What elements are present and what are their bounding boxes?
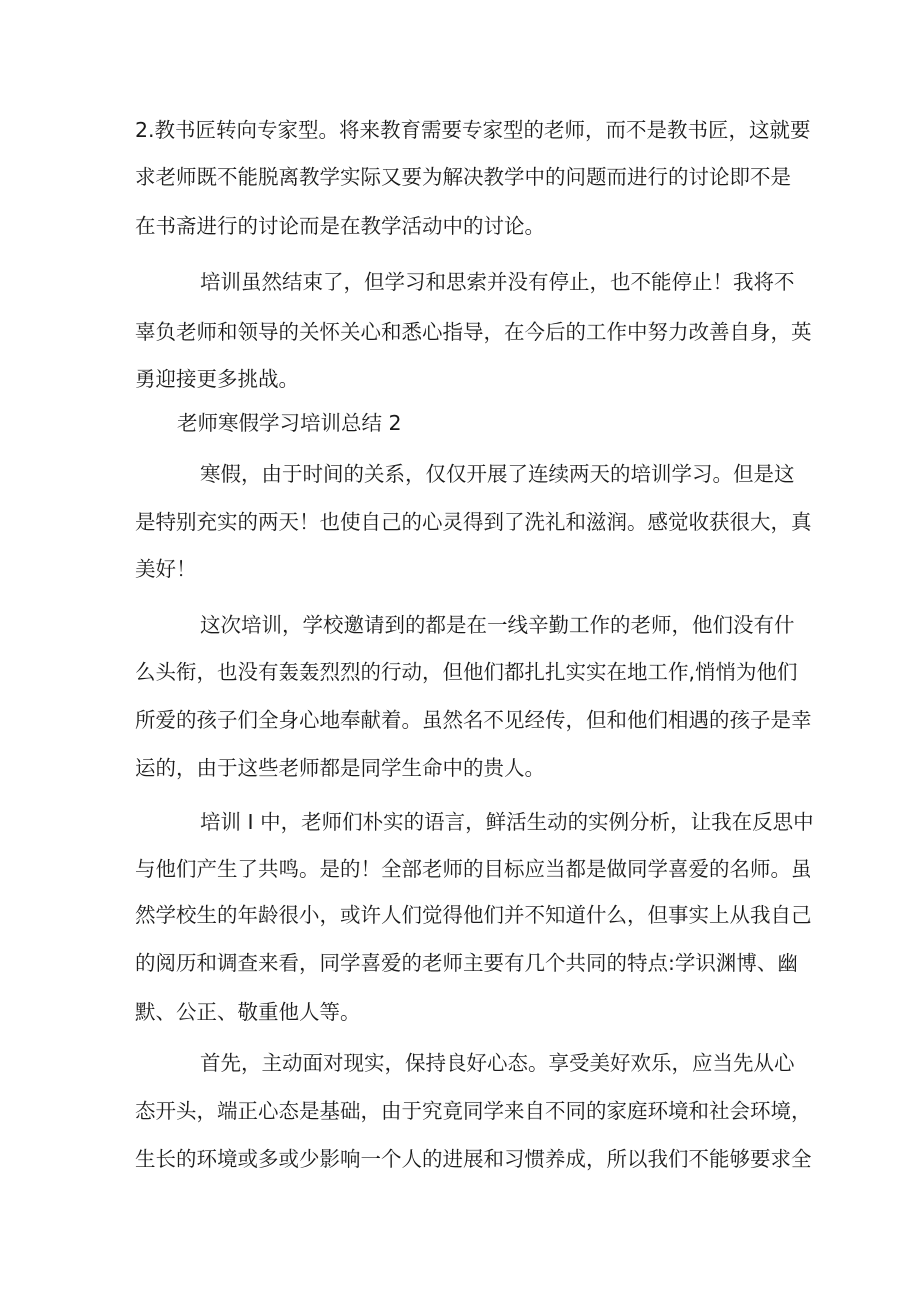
paragraph-1-line-1 [0,108,920,152]
paragraph-4-line-1 [0,603,920,647]
text-line: 这次培训，学校邀请到的都是在一线辛勤工作的老师，他们没有什 [200,613,795,637]
paragraph-3-line-2 [0,500,920,544]
text-line: 培训虽然结束了，但学习和思索并没有停止，也不能停止！我将不 [200,270,795,294]
paragraph-4-line-4 [0,746,920,790]
paragraph-5-line-3 [0,893,920,937]
text-line: 态开头，端正心态是基础，由于究竟同学来自不同的家庭环境和社会环境， [135,1099,812,1123]
paragraph-4-line-3 [0,698,920,742]
text-line: 2.教书匠转向专家型。将来教育需要专家型的老师，而不是教书匠，这就要 [135,118,811,142]
text-line: 寒假，由于时间的关系，仅仅开展了连续两天的培训学习。但是这 [200,462,795,486]
text-line: 的阅历和调查来看，同学喜爱的老师主要有几个共同的特点:学识渊博、幽 [135,951,798,975]
text-line: 是特别充实的两天！也使自己的心灵得到了洗礼和滋润。感觉收获很大，真 [135,510,812,534]
paragraph-3-line-3 [0,547,920,591]
text-line: 生长的环境或多或少影响一个人的进展和习惯养成，所以我们不能够要求全 [135,1147,812,1171]
text-line: 在书斋进行的讨论而是在教学活动中的讨论。 [135,214,545,238]
text-line: 首先，主动面对现实，保持良好心态。享受美好欢乐，应当先从心 [200,1051,795,1075]
text-line: 与他们产生了共鸣。是的！全部老师的目标应当都是做同学喜爱的名师。虽 [135,857,812,881]
text-line: 辜负老师和领导的关怀关心和悉心指导，在今后的工作中努力改善自身，英 [135,320,812,344]
text-line: 然学校生的年龄很小，或许人们觉得他们并不知道什么，但事实上从我自己 [135,903,812,927]
paragraph-2-line-1 [0,260,920,304]
paragraph-2-line-2 [0,310,920,354]
text-line: 所爱的孩子们全身心地奉献着。虽然名不见经传，但和他们相遇的孩子是幸 [135,708,812,732]
section-heading-text: 老师寒假学习培训总结 2 [177,411,402,435]
paragraph-5-line-2 [0,847,920,891]
text-line: 美好！ [135,557,197,581]
section-heading [0,401,920,445]
paragraph-1-line-3 [0,204,920,248]
paragraph-4-line-2 [0,650,920,694]
paragraph-6-line-2 [0,1089,920,1133]
text-line: 默、公正、敬重他人等。 [135,1000,361,1024]
text-line: 求老师既不能脱离教学实际又要为解决教学中的问题而进行的讨论即不是 [135,165,791,189]
text-line: 勇迎接更多挑战。 [135,367,299,391]
paragraph-5-line-1 [0,800,920,844]
text-line: 运的，由于这些老师都是同学生命中的贵人。 [135,756,545,780]
paragraph-5-line-5 [0,990,920,1034]
paragraph-3-line-1 [0,452,920,496]
paragraph-2-line-3 [0,357,920,401]
paragraph-1-line-2 [0,155,920,199]
text-line: 么头衔，也没有轰轰烈烈的行动，但他们都扎扎实实在地工作,悄悄为他们 [135,660,798,684]
paragraph-5-line-4 [0,941,920,985]
text-line: 培训 I 中，老师们朴实的语言，鲜活生动的实例分析，让我在反思中 [200,810,814,834]
paragraph-6-line-3 [0,1137,920,1181]
paragraph-6-line-1 [0,1041,920,1085]
